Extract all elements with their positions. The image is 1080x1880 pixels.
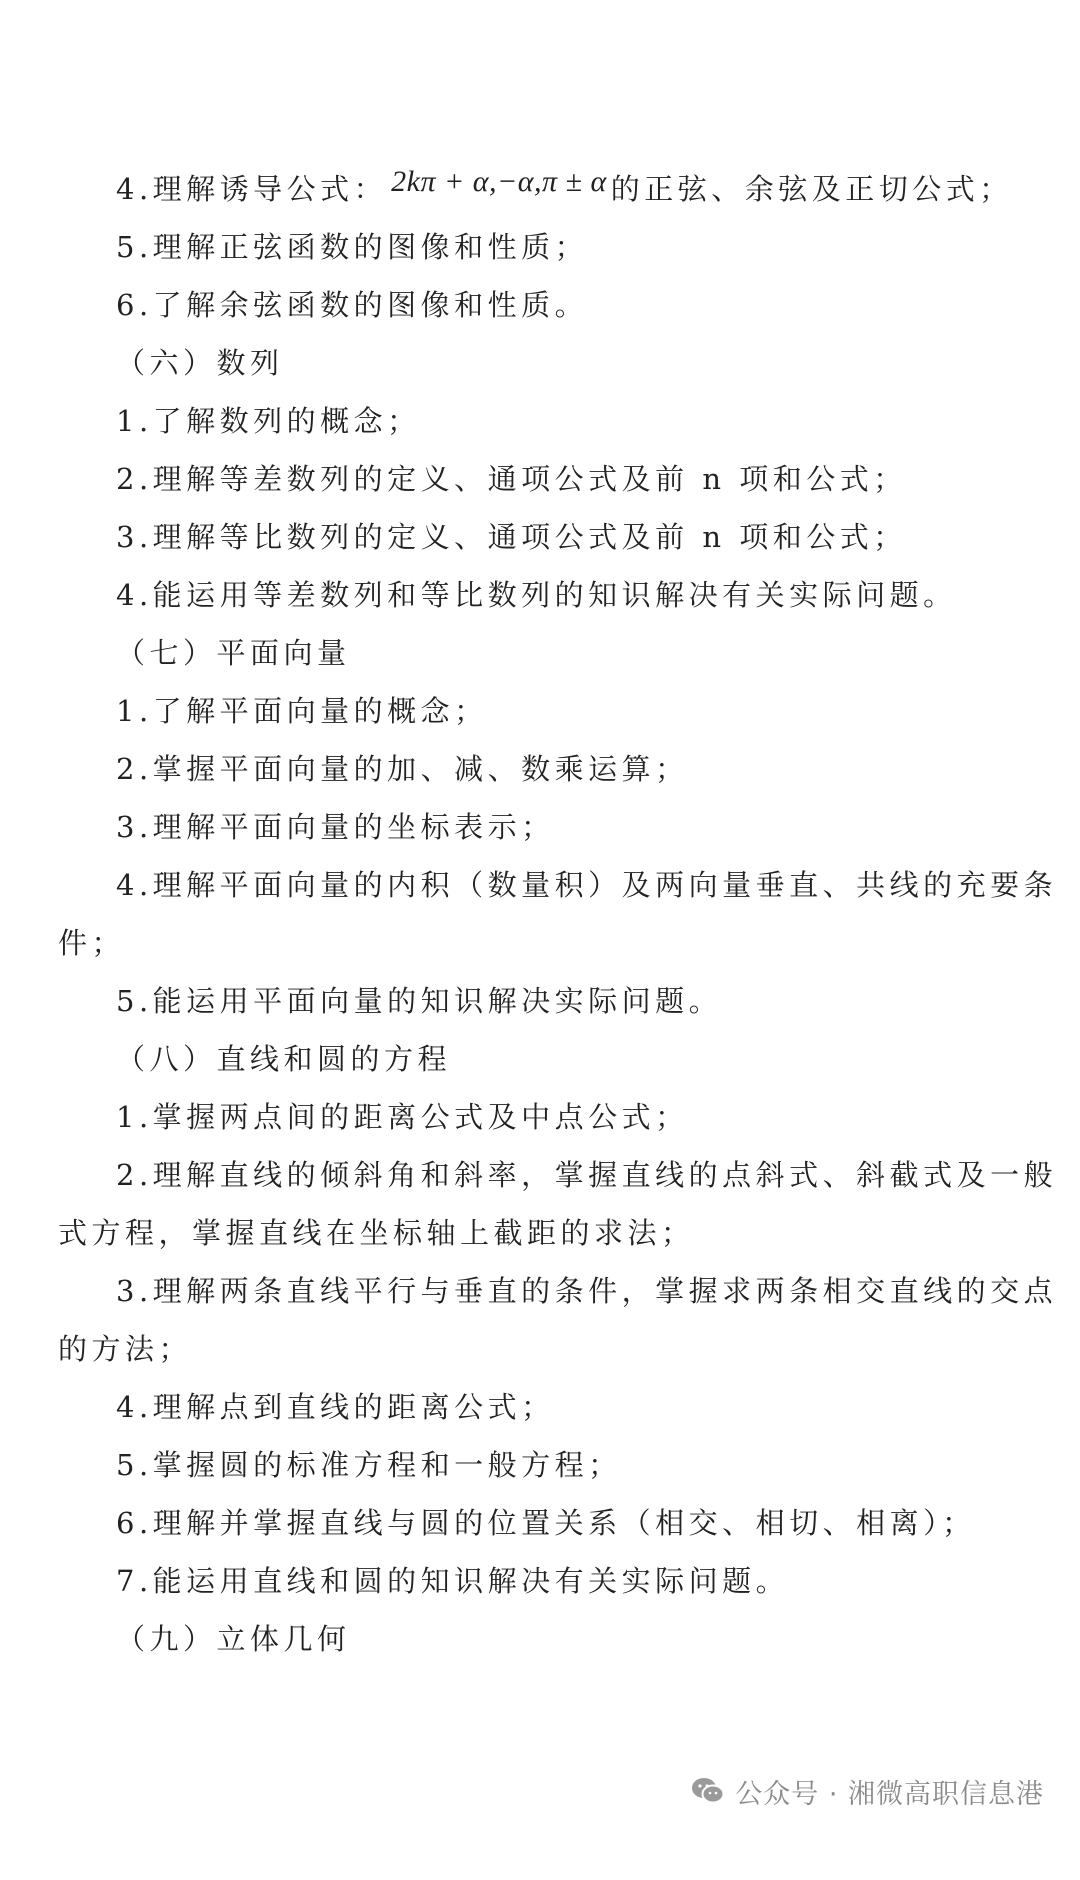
- list-item: 1.掌握两点间的距离公式及中点公式；: [116, 1100, 689, 1134]
- list-item: 5.掌握圆的标准方程和一般方程；: [116, 1448, 622, 1482]
- section-heading: （六）数列: [116, 346, 284, 380]
- list-item: 2.掌握平面向量的加、减、数乘运算；: [116, 752, 689, 786]
- math-formula: 2kπ + α,−α,π ± α: [391, 165, 607, 198]
- list-item: 5.理解正弦函数的图像和性质；: [116, 230, 589, 264]
- list-item: 3.理解两条直线平行与垂直的条件，掌握求两条相交直线的交点: [116, 1274, 1058, 1308]
- list-item: 2.理解直线的倾斜角和斜率，掌握直线的点斜式、斜截式及一般: [116, 1158, 1058, 1192]
- list-item: 5.能运用平面向量的知识解决实际问题。: [116, 984, 723, 1018]
- list-item: 1.了解平面向量的概念；: [116, 694, 488, 728]
- watermark-text: 公众号 · 湘微高职信息港: [735, 1778, 1044, 1810]
- section-heading: （八）直线和圆的方程: [116, 1042, 452, 1076]
- list-item-continuation: 式方程，掌握直线在坐标轴上截距的求法；: [58, 1216, 695, 1250]
- list-item: 3.理解平面向量的坐标表示；: [116, 810, 555, 844]
- list-item: 7.能运用直线和圆的知识解决有关实际问题。: [116, 1564, 790, 1598]
- item-text: 的正弦、余弦及正切公式；: [610, 172, 1013, 206]
- list-item: 4.理解点到直线的距离公式；: [116, 1390, 555, 1424]
- list-item: 6.了解余弦函数的图像和性质。: [116, 288, 589, 322]
- document-body: [58, 160, 1058, 1668]
- list-item: 3.理解等比数列的定义、通项公式及前 n 项和公式；: [116, 520, 907, 554]
- wechat-icon: [691, 1776, 725, 1806]
- list-item-continuation: 的方法；: [58, 1332, 193, 1366]
- list-item: 4.理解平面向量的内积（数量积）及两向量垂直、共线的充要条: [116, 868, 1058, 902]
- section-heading: （九）立体几何: [116, 1622, 351, 1656]
- list-item: [58, 160, 1018, 218]
- list-item: 2.理解等差数列的定义、通项公式及前 n 项和公式；: [116, 462, 907, 496]
- watermark: [691, 1770, 1044, 1812]
- list-item: 4.能运用等差数列和等比数列的知识解决有关实际问题。: [116, 578, 957, 612]
- list-item: 6.理解并掌握直线与圆的位置关系（相交、相切、相离）；: [116, 1506, 976, 1540]
- list-item: 1.了解数列的概念；: [116, 404, 421, 438]
- section-heading: （七）平面向量: [116, 636, 351, 670]
- item-text: 4.理解诱导公式：: [116, 172, 388, 206]
- list-item-continuation: 件；: [58, 926, 126, 960]
